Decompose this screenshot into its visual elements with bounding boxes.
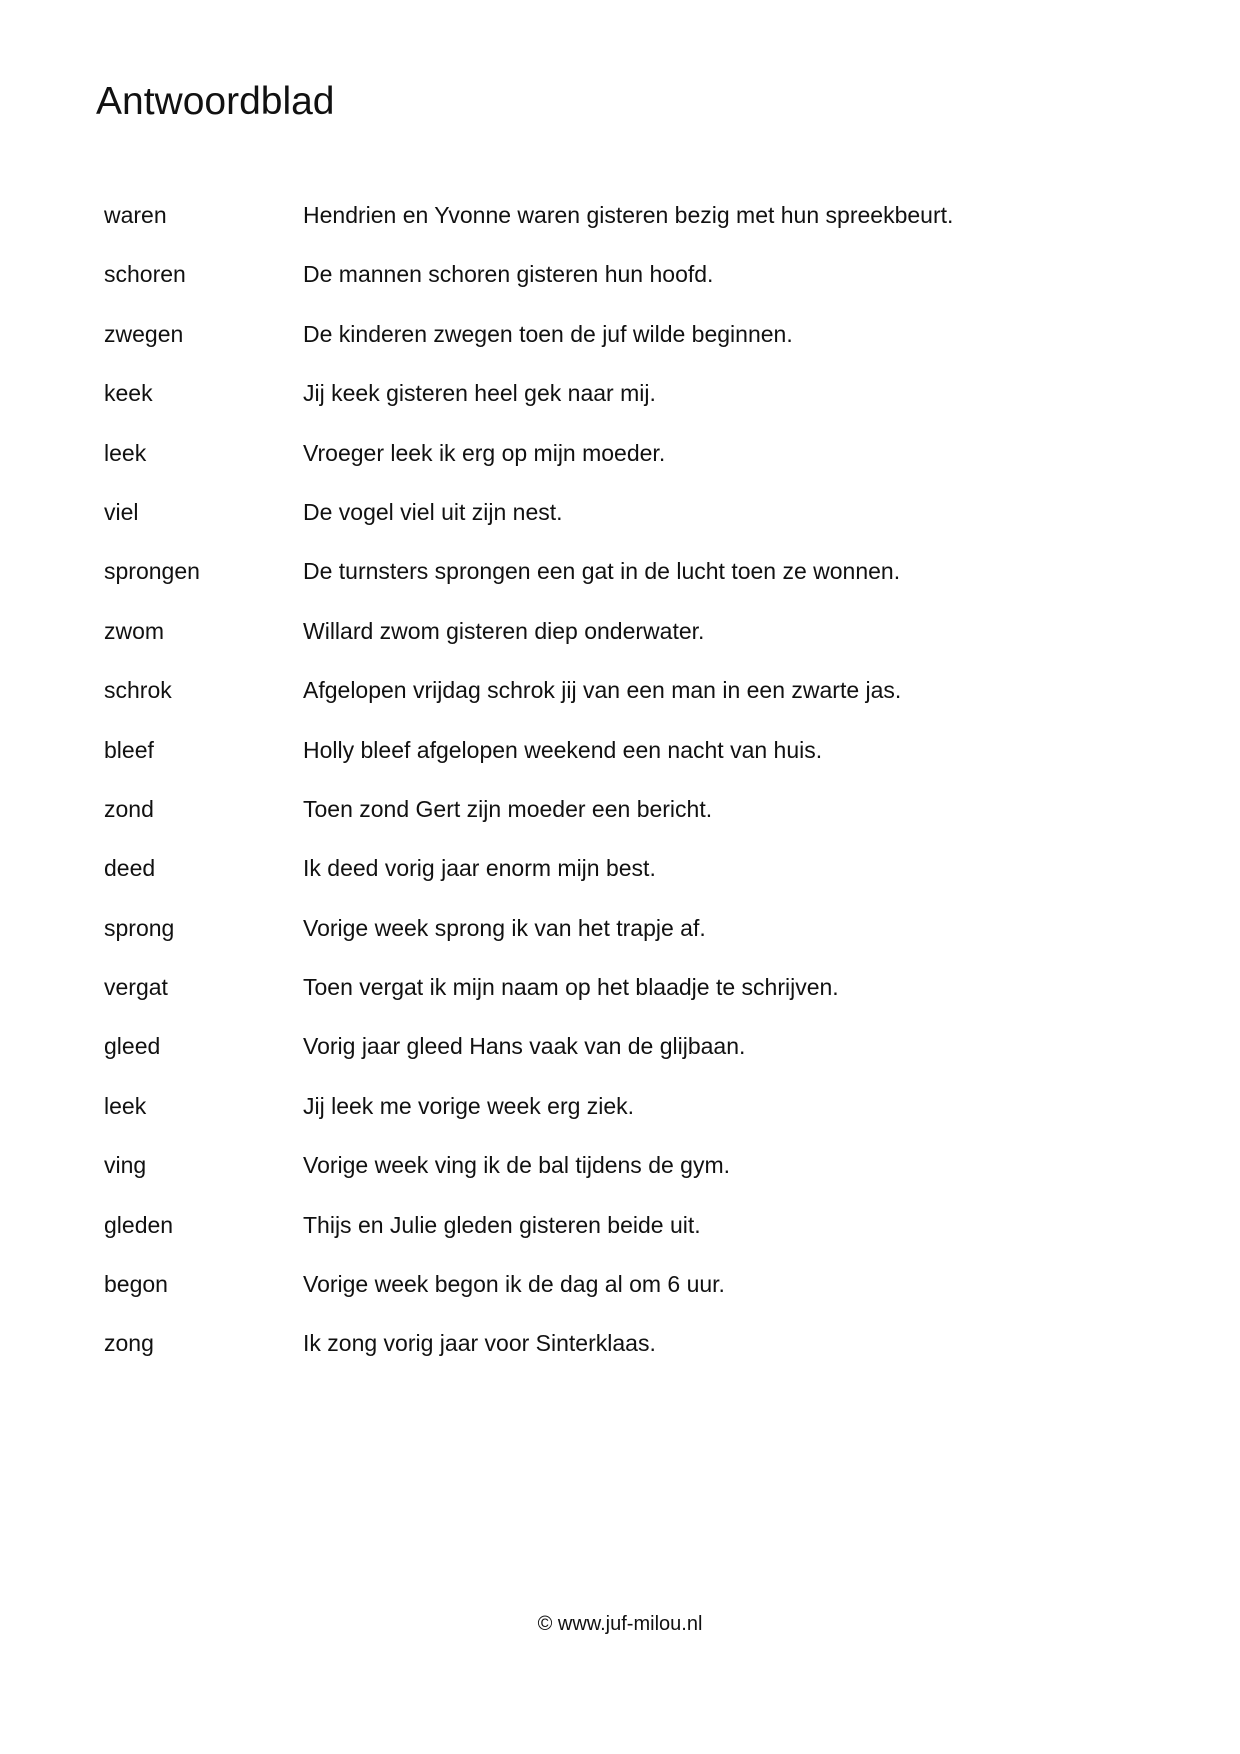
answer-sentence: Ik deed vorig jaar enorm mijn best. (303, 855, 656, 882)
answer-sentence: Jij leek me vorige week erg ziek. (303, 1092, 635, 1119)
answer-row (104, 1150, 1144, 1209)
answer-row (104, 1031, 1144, 1090)
answer-sentence: De kinderen zwegen toen de juf wilde beginnen. (303, 320, 793, 347)
answer-word: zwom (104, 617, 165, 644)
answer-word: zwegen (104, 320, 184, 347)
answer-row (104, 1328, 1144, 1387)
answer-word: schrok (104, 677, 172, 704)
answer-row (104, 1269, 1144, 1328)
answer-row (104, 438, 1144, 497)
answer-word: gleed (104, 1033, 161, 1060)
answer-row (104, 972, 1144, 1031)
answer-row (104, 497, 1144, 556)
answer-row (104, 616, 1144, 675)
answer-row (104, 1091, 1144, 1150)
answer-word: zong (104, 1330, 154, 1357)
answer-sentence: Thijs en Julie gleden gisteren beide uit. (303, 1211, 701, 1238)
answer-sentence: Ik zong vorig jaar voor Sinterklaas. (303, 1330, 656, 1357)
answer-sentence: Vorige week sprong ik van het trapje af. (303, 914, 706, 941)
answer-sentence: Vorig jaar gleed Hans vaak van de glijbaan. (303, 1033, 746, 1060)
answer-word: leek (104, 1092, 147, 1119)
answer-word: gleden (104, 1211, 174, 1238)
answer-row (104, 556, 1144, 615)
answer-word: ving (104, 1152, 147, 1179)
answer-word: schoren (104, 261, 186, 288)
answer-word: keek (104, 380, 153, 407)
answer-sentence: Vorige week begon ik de dag al om 6 uur. (303, 1271, 725, 1298)
answer-row (104, 794, 1144, 853)
answer-row (104, 735, 1144, 794)
answer-word: bleef (104, 736, 154, 763)
answer-sentence: Afgelopen vrijdag schrok jij van een man in een zwarte jas. (303, 677, 902, 704)
answer-row (104, 319, 1144, 378)
answer-sentence: Toen zond Gert zijn moeder een bericht. (303, 795, 713, 822)
answer-row (104, 913, 1144, 972)
answer-row (104, 378, 1144, 437)
answer-word: leek (104, 439, 147, 466)
answer-word: viel (104, 498, 139, 525)
answer-sentence: Willard zwom gisteren diep onderwater. (303, 617, 705, 644)
answer-row (104, 853, 1144, 912)
answer-word: sprong (104, 914, 175, 941)
answer-sentence: Vroeger leek ik erg op mijn moeder. (303, 439, 666, 466)
answer-sentence: Jij keek gisteren heel gek naar mij. (303, 380, 656, 407)
answer-sentence: Hendrien en Yvonne waren gisteren bezig met hun spreekbeurt. (303, 202, 954, 228)
answer-sentence: Toen vergat ik mijn naam op het blaadje te schrijven. (303, 974, 839, 1001)
answer-word: deed (104, 855, 156, 882)
page-title: Antwoordblad (96, 80, 335, 123)
answer-row (104, 259, 1144, 318)
answer-word: vergat (104, 974, 168, 1001)
answer-list (104, 200, 1144, 1388)
answer-sentence: De vogel viel uit zijn nest. (303, 498, 563, 525)
answer-row (104, 675, 1144, 734)
answer-sentence: Holly bleef afgelopen weekend een nacht van huis. (303, 736, 823, 763)
answer-word: waren (104, 202, 167, 228)
answer-row (104, 200, 1144, 259)
copyright-footer: © www.juf-milou.nl (537, 1613, 703, 1635)
answer-word: zond (104, 795, 154, 822)
answer-sentence: De mannen schoren gisteren hun hoofd. (303, 261, 714, 288)
answer-sentence: Vorige week ving ik de bal tijdens de gym. (303, 1152, 731, 1179)
answer-word: sprongen (104, 558, 200, 585)
answer-word: begon (104, 1271, 168, 1298)
answer-row (104, 1210, 1144, 1269)
answer-sentence: De turnsters sprongen een gat in de lucht toen ze wonnen. (303, 558, 901, 585)
